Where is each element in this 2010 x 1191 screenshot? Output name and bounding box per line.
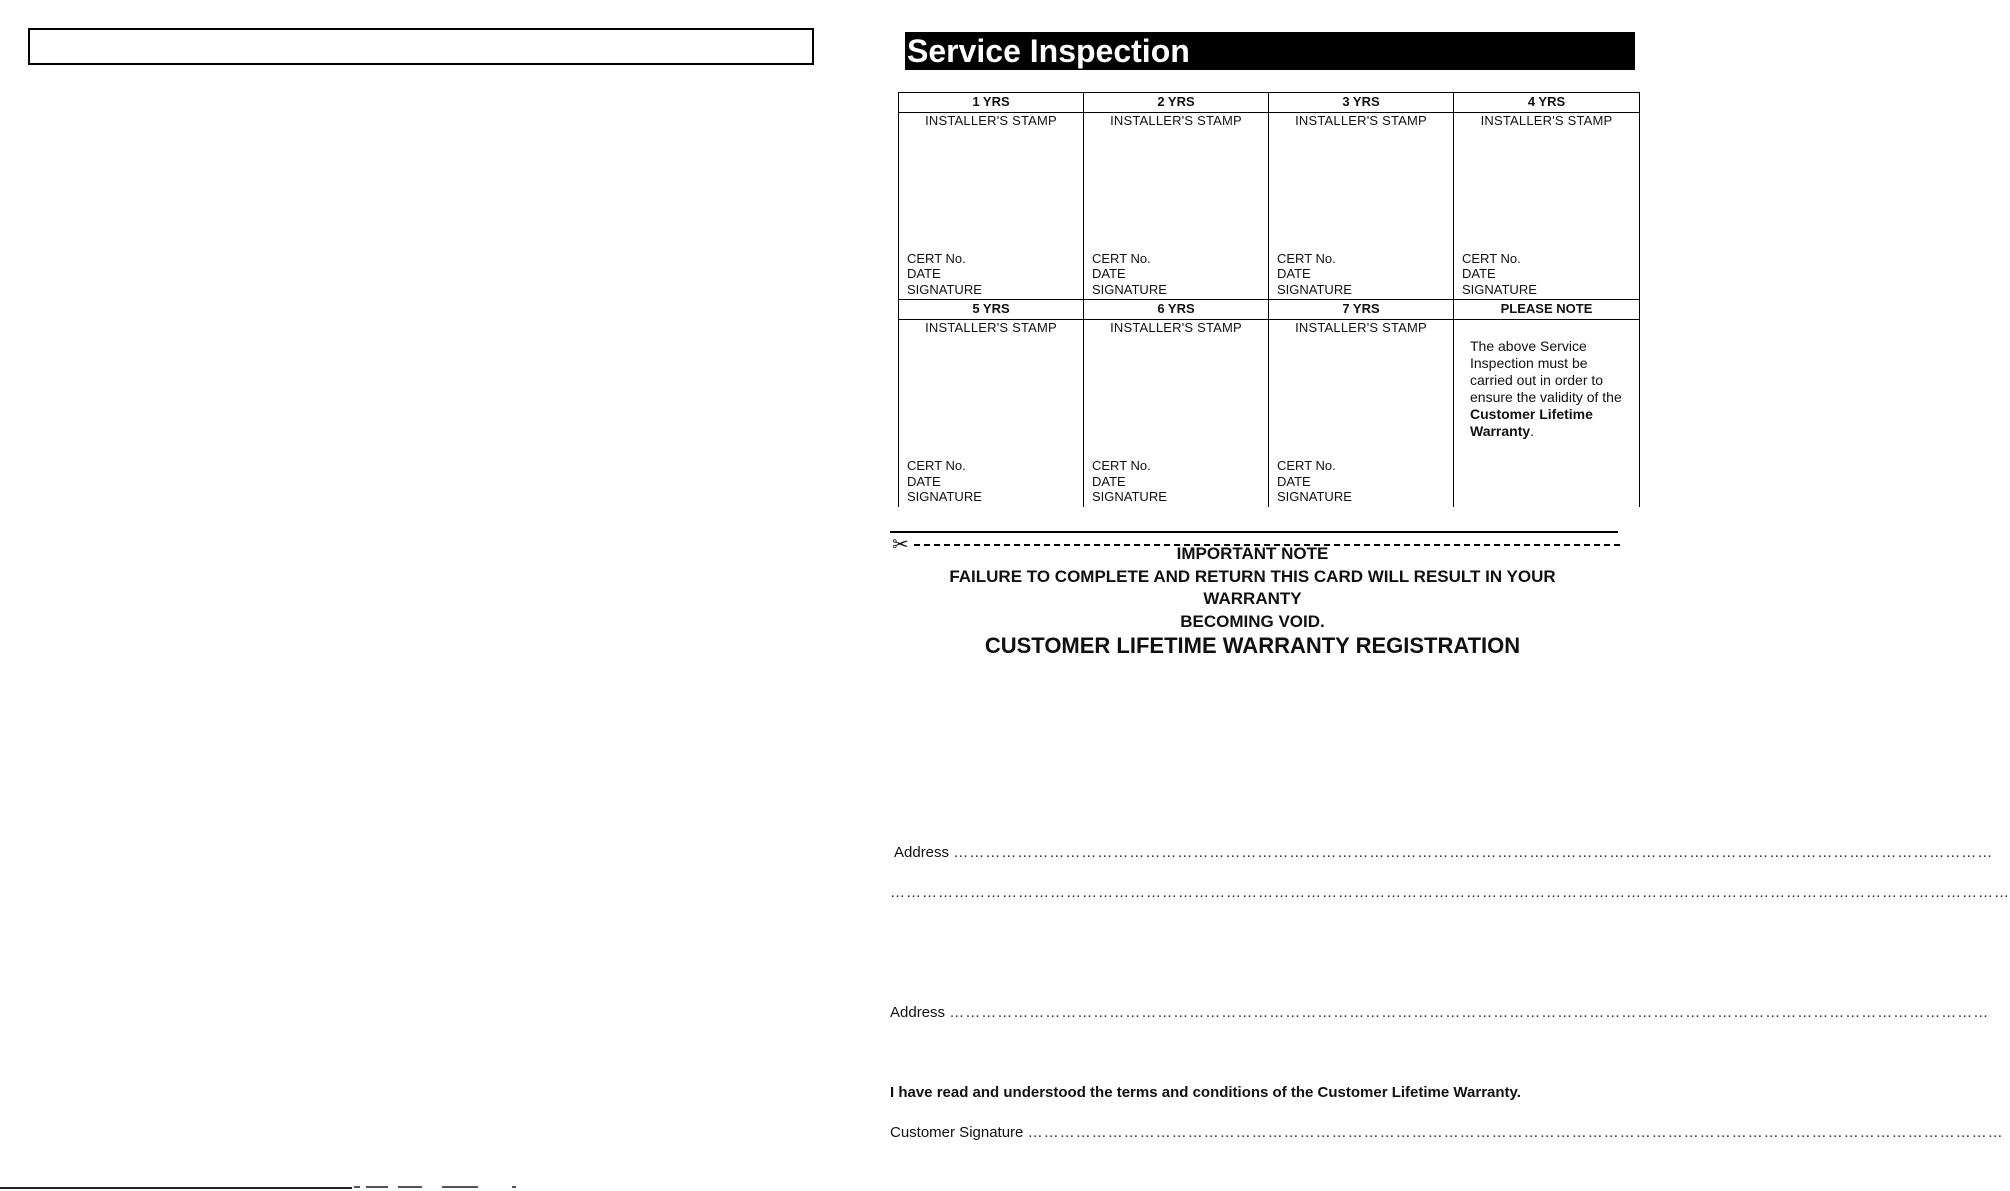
blank-header-box bbox=[28, 28, 814, 65]
customer-address-line-2[interactable]: ………………………………………………………………………………………………………………………………………………………………………………………… bbox=[890, 884, 2010, 901]
customer-signature-field[interactable]: Customer Signature ………………………………………………………………………………………………………………………………………………………………… bbox=[890, 1124, 2004, 1141]
year-5-stamp-box[interactable] bbox=[899, 320, 1084, 507]
important-note-line-1: FAILURE TO COMPLETE AND RETURN THIS CARD WILL RESULT IN YOUR WARRANTY bbox=[949, 566, 1556, 608]
year-2-stamp-box[interactable] bbox=[1084, 113, 1269, 300]
date-label: DATE bbox=[1462, 266, 1496, 281]
installer-stamp-label: INSTALLER'S STAMP bbox=[925, 320, 1057, 335]
year-6-header: 6 YRS bbox=[1084, 300, 1269, 320]
installer-stamp-label: INSTALLER'S STAMP bbox=[1480, 113, 1613, 128]
year-4-header: 4 YRS bbox=[1454, 93, 1640, 113]
cert-no-label: CERT No. bbox=[907, 458, 966, 473]
cert-no-label: CERT No. bbox=[1277, 458, 1336, 473]
date-label: DATE bbox=[1092, 473, 1126, 489]
please-note-text: The above Service Inspection must be carried out in order to ensure the validity of the Customer Lifetime Warranty. bbox=[1470, 338, 1622, 439]
registration-title: CUSTOMER LIFETIME WARRANTY REGISTRATION bbox=[984, 633, 1521, 658]
year-3-header: 3 YRS bbox=[1269, 93, 1454, 113]
signature-label: SIGNATURE bbox=[907, 489, 982, 504]
cert-no-label: CERT No. bbox=[1277, 250, 1336, 266]
cert-no-label: CERT No. bbox=[1462, 250, 1521, 266]
scissors-icon: ✂ bbox=[892, 534, 909, 556]
year-3-stamp-box[interactable] bbox=[1269, 113, 1454, 300]
warranty-name: Customer Lifetime Warranty bbox=[1470, 406, 1593, 439]
installer-stamp-label: INSTALLER'S STAMP bbox=[1110, 113, 1242, 128]
signature-label: SIGNATURE bbox=[1092, 489, 1167, 504]
please-note-header: PLEASE NOTE bbox=[1454, 300, 1640, 320]
installer-stamp-label: INSTALLER'S STAMP bbox=[1110, 320, 1242, 335]
year-2-header: 2 YRS bbox=[1084, 93, 1269, 113]
date-label: DATE bbox=[907, 266, 941, 281]
customer-address-field[interactable]: Address …………………………………………………………………………………………………………………………………………………………………………… bbox=[894, 844, 1994, 861]
year-1-header: 1 YRS bbox=[899, 93, 1084, 113]
cert-no-label: CERT No. bbox=[1092, 250, 1151, 266]
important-note-heading: IMPORTANT NOTE bbox=[1176, 544, 1329, 563]
cert-no-label: CERT No. bbox=[1092, 458, 1151, 473]
year-7-header: 7 YRS bbox=[1269, 300, 1454, 320]
important-note-line-2: BECOMING VOID. bbox=[1180, 611, 1325, 631]
service-inspection-table bbox=[898, 92, 1640, 507]
terms-statement: I have read and understood the terms and conditions of the Customer Lifetime Warranty. bbox=[890, 1084, 1521, 1101]
signature-label: SIGNATURE bbox=[1277, 281, 1352, 297]
service-inspection-title: Service Inspection bbox=[905, 32, 1635, 70]
date-label: DATE bbox=[907, 473, 941, 489]
year-5-header: 5 YRS bbox=[899, 300, 1084, 320]
year-7-stamp-box[interactable] bbox=[1269, 320, 1454, 507]
date-label: DATE bbox=[1092, 266, 1126, 281]
installer-stamp-label: INSTALLER'S STAMP bbox=[1295, 320, 1427, 335]
year-4-stamp-box[interactable] bbox=[1454, 113, 1640, 300]
signature-label: SIGNATURE bbox=[1462, 281, 1537, 297]
installer-address-field[interactable]: Address …………………………………………………………………………………………………………………………………………………………………………… bbox=[890, 1004, 1990, 1021]
installer-stamp-label: INSTALLER'S STAMP bbox=[1295, 113, 1427, 128]
bottom-marks bbox=[352, 1186, 532, 1189]
installer-stamp-label: INSTALLER'S STAMP bbox=[925, 113, 1057, 128]
date-label: DATE bbox=[1277, 473, 1311, 489]
year-1-stamp-box[interactable] bbox=[899, 113, 1084, 300]
date-label: DATE bbox=[1277, 266, 1311, 281]
signature-label: SIGNATURE bbox=[1277, 489, 1352, 504]
cert-no-label: CERT No. bbox=[907, 250, 966, 266]
signature-label: SIGNATURE bbox=[907, 281, 982, 297]
year-6-stamp-box[interactable] bbox=[1084, 320, 1269, 507]
bottom-rule bbox=[0, 1187, 352, 1189]
signature-label: SIGNATURE bbox=[1092, 281, 1167, 297]
please-note-box bbox=[1454, 320, 1640, 507]
important-note bbox=[900, 543, 1605, 633]
